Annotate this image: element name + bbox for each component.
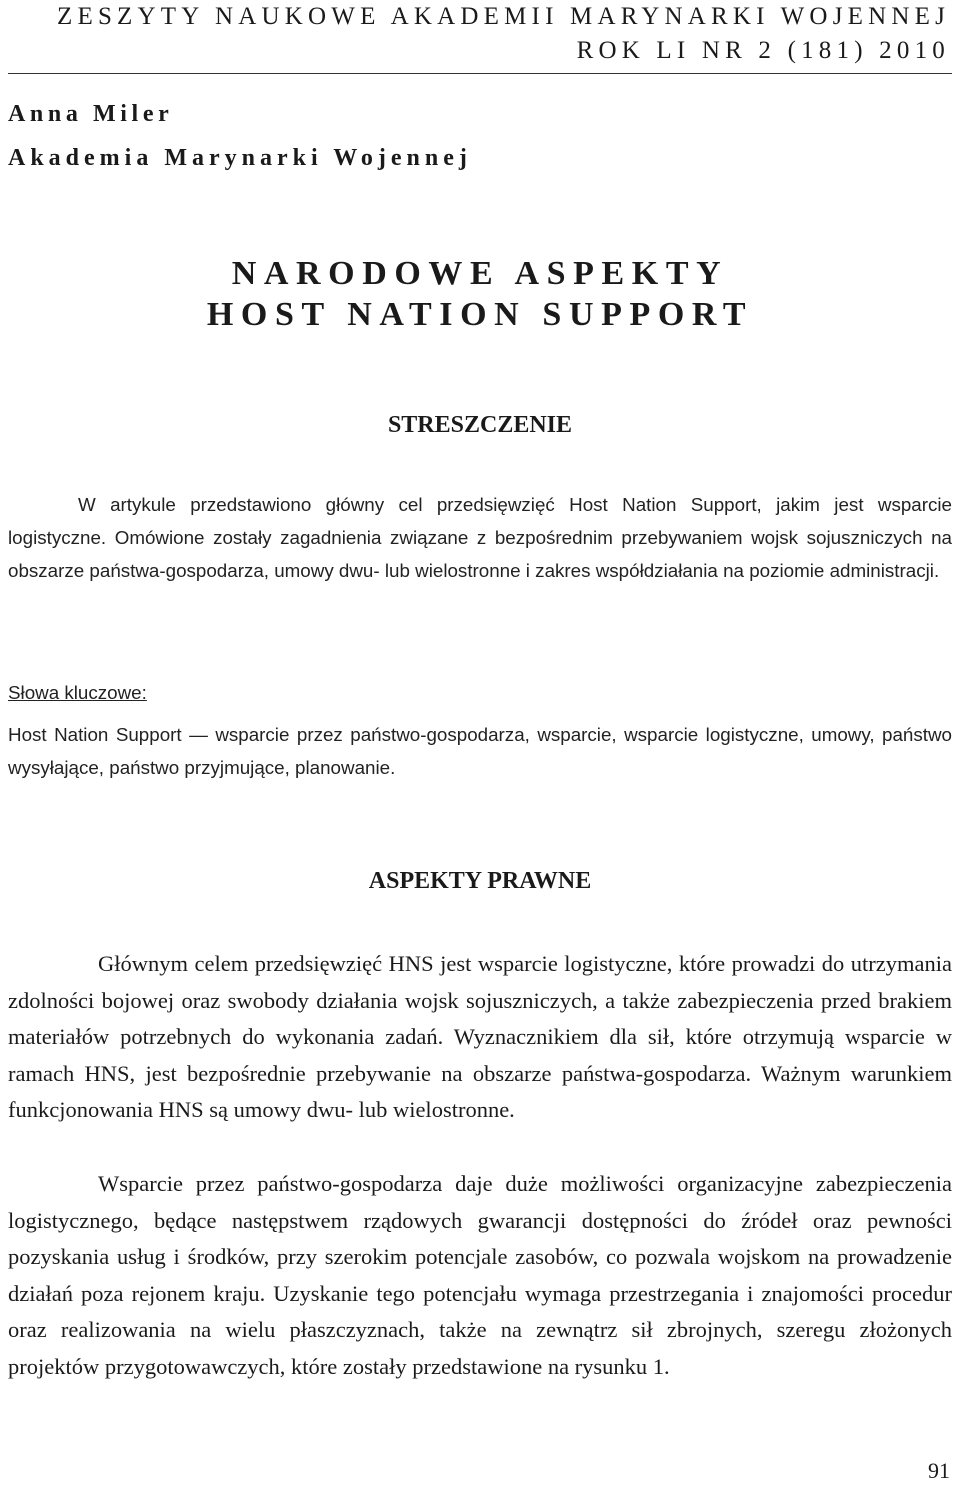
- keywords-label: Słowa kluczowe:: [8, 682, 147, 703]
- abstract-text: W artykule przedstawiono główny cel przedsięwzięć Host Nation Support, jakim jest wsparcie logistyczne. Omówione zostały zagadnienia związane z bezpośrednim przebywaniem wojsk sojuszniczych na obszarze państwa-gospodarza, umowy dwu- lub wielostronne i zakres współdziałania na poziomie administracji.: [8, 494, 952, 581]
- author-affiliation: Akademia Marynarki Wojennej: [8, 145, 472, 171]
- keywords-text: Host Nation Support — wsparcie przez państwo-gospodarza, wsparcie, wsparcie logistyczne, umowy, państwo wysyłające, państwo przyjmujące, planowanie.: [8, 724, 952, 778]
- section-heading: ASPEKTY PRAWNE: [368, 868, 592, 894]
- header-rule: [8, 73, 952, 74]
- abstract-heading: STRESZCZENIE: [387, 412, 573, 438]
- page-number: 91: [928, 1458, 950, 1483]
- article-title-line1: NARODOWE ASPEKTY: [231, 255, 729, 292]
- article-title-line2: HOST NATION SUPPORT: [206, 296, 754, 333]
- author-name: Anna Miler: [8, 101, 174, 127]
- body-paragraph-1: Głównym celem przedsięwzięć HNS jest wsparcie logistyczne, które prowadzi do utrzymania zdolności bojowej oraz swobody działania wojsk sojuszniczych, a także zabezpieczenia przed brakiem materiałów potrzebnych do wykonania zadań. Wyznacznikiem dla sił, które otrzymują wsparcie w ramach HNS, jest bezpośrednie przebywanie na obszarze państwa-gospodarza. Ważnym warunkiem funkcjonowania HNS są umowy dwu- lub wielostronne.: [8, 951, 952, 1122]
- journal-issue: ROK LI NR 2 (181) 2010: [576, 37, 950, 64]
- journal-title: ZESZYTY NAUKOWE AKADEMII MARYNARKI WOJENNEJ: [57, 3, 950, 30]
- body-paragraph-2: Wsparcie przez państwo-gospodarza daje duże możliwości organizacyjne zabezpieczenia logistycznego, będące następstwem rządowych gwarancji dostępności do źródeł oraz pewności pozyskania usług i środków, przy szerokim potencjale zasobów, co pozwala wojskom na prowadzenie działań poza rejonem kraju. Uzyskanie tego potencjału wymaga przestrzegania i znajomości procedur oraz realizowania na wielu płaszczyznach, także na zewnątrz sił zbrojnych, szeregu złożonych projektów przygotowawczych, które zostały przedstawione na rysunku 1.: [8, 1171, 952, 1379]
